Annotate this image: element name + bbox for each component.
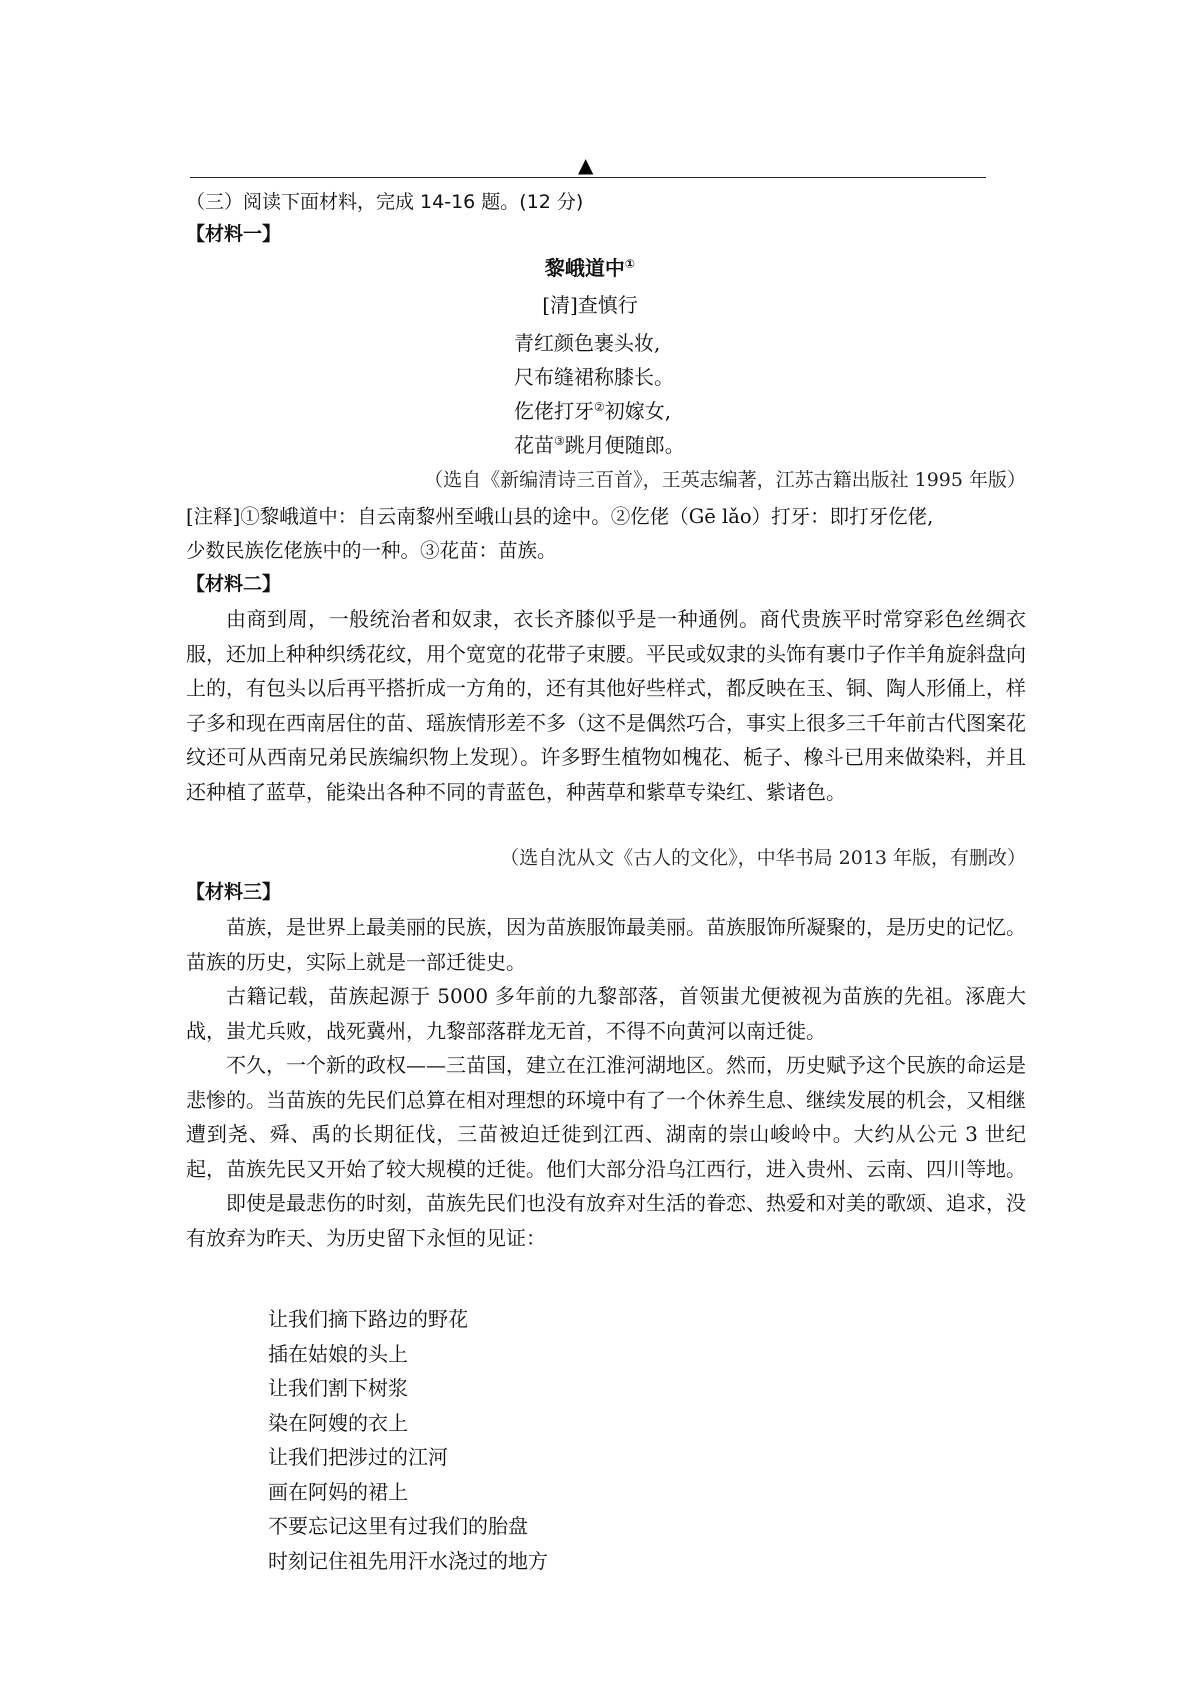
- verse-line: 让我们割下树浆: [268, 1376, 408, 1400]
- material-two-body: [186, 602, 1026, 809]
- verse-line: 画在阿妈的裙上: [268, 1479, 408, 1504]
- poem-line: [514, 360, 814, 394]
- material-three-paragraph: 古籍记载，苗族起源于 5000 多年前的九黎部落，首领蚩尤便被视为苗族的先祖。涿鹿大战，蚩尤兵败，战死冀州，九黎部落群龙无首，不得不向黄河以南迁徙。: [186, 984, 1026, 1043]
- poem-note-marker: ③: [554, 434, 565, 448]
- poem-line-text: 初嫁女,: [604, 399, 672, 423]
- poem-author: [清]查慎行: [542, 293, 638, 317]
- verse-line: 不要忘记这里有过我们的胎盘: [268, 1514, 528, 1538]
- material-three-body: [186, 910, 1026, 1255]
- poem-title: [0, 255, 1180, 281]
- material-one-source: （选自《新编清诗三百首》，王英志编著，江苏古籍出版社 1995 年版）: [424, 469, 1026, 491]
- material-three-paragraph: 即使是最悲伤的时刻，苗族先民们也没有放弃对生活的眷恋、热爱和对美的歌颂、追求，没有放弃为昨天、为历史留下永恒的见证：: [186, 1191, 1026, 1250]
- material-three-paragraph: 不久，一个新的政权——三苗国，建立在江淮河湖地区。然而，历史赋予这个民族的命运是悲惨的。当苗族的先民们总算在相对理想的环境中有了一个休养生息、继续发展的机会，又相继遭到尧、舜、禹的长期征伐，三苗被迫迁徙到江西、湖南的崇山峻岭中。大约从公元 3 世纪起，苗族先民又开始了较大规模的迁徙。他们大部分沿乌江西行，进入贵州、云南、四川等地。: [186, 1053, 1026, 1181]
- poem-line-text: 仡佬打牙: [514, 399, 594, 423]
- verse-line: 染在阿嫂的衣上: [268, 1410, 408, 1435]
- material-one-heading: 【材料一】: [186, 223, 282, 245]
- poem-line-text: 尺布缝裙称膝长。: [514, 365, 674, 389]
- miao-verse: [268, 1302, 768, 1578]
- poem-notes-line: 少数民族仡佬族中的一种。③花苗：苗族。: [186, 539, 557, 562]
- verse-line: 插在姑娘的头上: [268, 1341, 408, 1366]
- poem-line: [514, 428, 814, 462]
- verse-line: 时刻记住祖先用汗水浇过的地方: [268, 1548, 548, 1573]
- verse-line: 让我们把涉过的江河: [268, 1445, 448, 1469]
- section-heading: （三）阅读下面材料，完成 14-16 题。(12 分): [186, 191, 584, 213]
- material-three-heading: 【材料三】: [186, 881, 282, 903]
- poem-note-marker: ②: [594, 400, 605, 414]
- poem-line-text: 跳月便随郎。: [564, 433, 685, 457]
- answer-divider: [190, 153, 986, 178]
- poem-line: [514, 394, 814, 428]
- divider-line: [190, 177, 986, 178]
- poem-line-text: 花苗: [514, 433, 554, 457]
- poem-notes-line: [注释]①黎峨道中：自云南黎州至峨山县的途中。②仡佬（Gē lǎo）打牙：即打牙仡佬,: [186, 505, 934, 528]
- poem-notes: [186, 500, 1026, 568]
- triangle-marker-icon: ▲: [578, 153, 594, 177]
- poem-line-text: 青红颜色裹头妆,: [514, 331, 661, 355]
- material-two-heading: 【材料二】: [186, 573, 282, 595]
- material-three-paragraph: 苗族，是世界上最美丽的民族，因为苗族服饰最美丽。苗族服饰所凝聚的，是历史的记忆。苗族的历史，实际上就是一部迁徙史。: [186, 915, 1026, 974]
- poem-title-note-marker: ①: [624, 257, 636, 271]
- material-two-paragraph: 由商到周，一般统治者和奴隶，衣长齐膝似乎是一种通例。商代贵族平时常穿彩色丝绸衣服，还加上种种织绣花纹，用个宽宽的花带子束腰。平民或奴隶的头饰有裹巾子作羊角旋斜盘向上的，有包头以后再平搭折成一方角的，还有其他好些样式，都反映在玉、铜、陶人形俑上，样子多和现在西南居住的苗、瑶族情形差不多（这不是偶然巧合，事实上很多三千年前古代图案花纹还可从西南兄弟民族编织物上发现）。许多野生植物如槐花、栀子、橡斗已用来做染料，并且还种植了蓝草，能染出各种不同的青蓝色，种茜草和紫草专染红、紫诸色。: [186, 607, 1026, 804]
- verse-line: 让我们摘下路边的野花: [268, 1307, 468, 1331]
- material-two-source: （选自沈从文《古人的文化》，中华书局 2013 年版，有删改）: [500, 847, 1026, 869]
- poem-lines: [514, 326, 814, 462]
- poem-line: [514, 326, 814, 360]
- poem-title-text: 黎峨道中: [544, 256, 625, 280]
